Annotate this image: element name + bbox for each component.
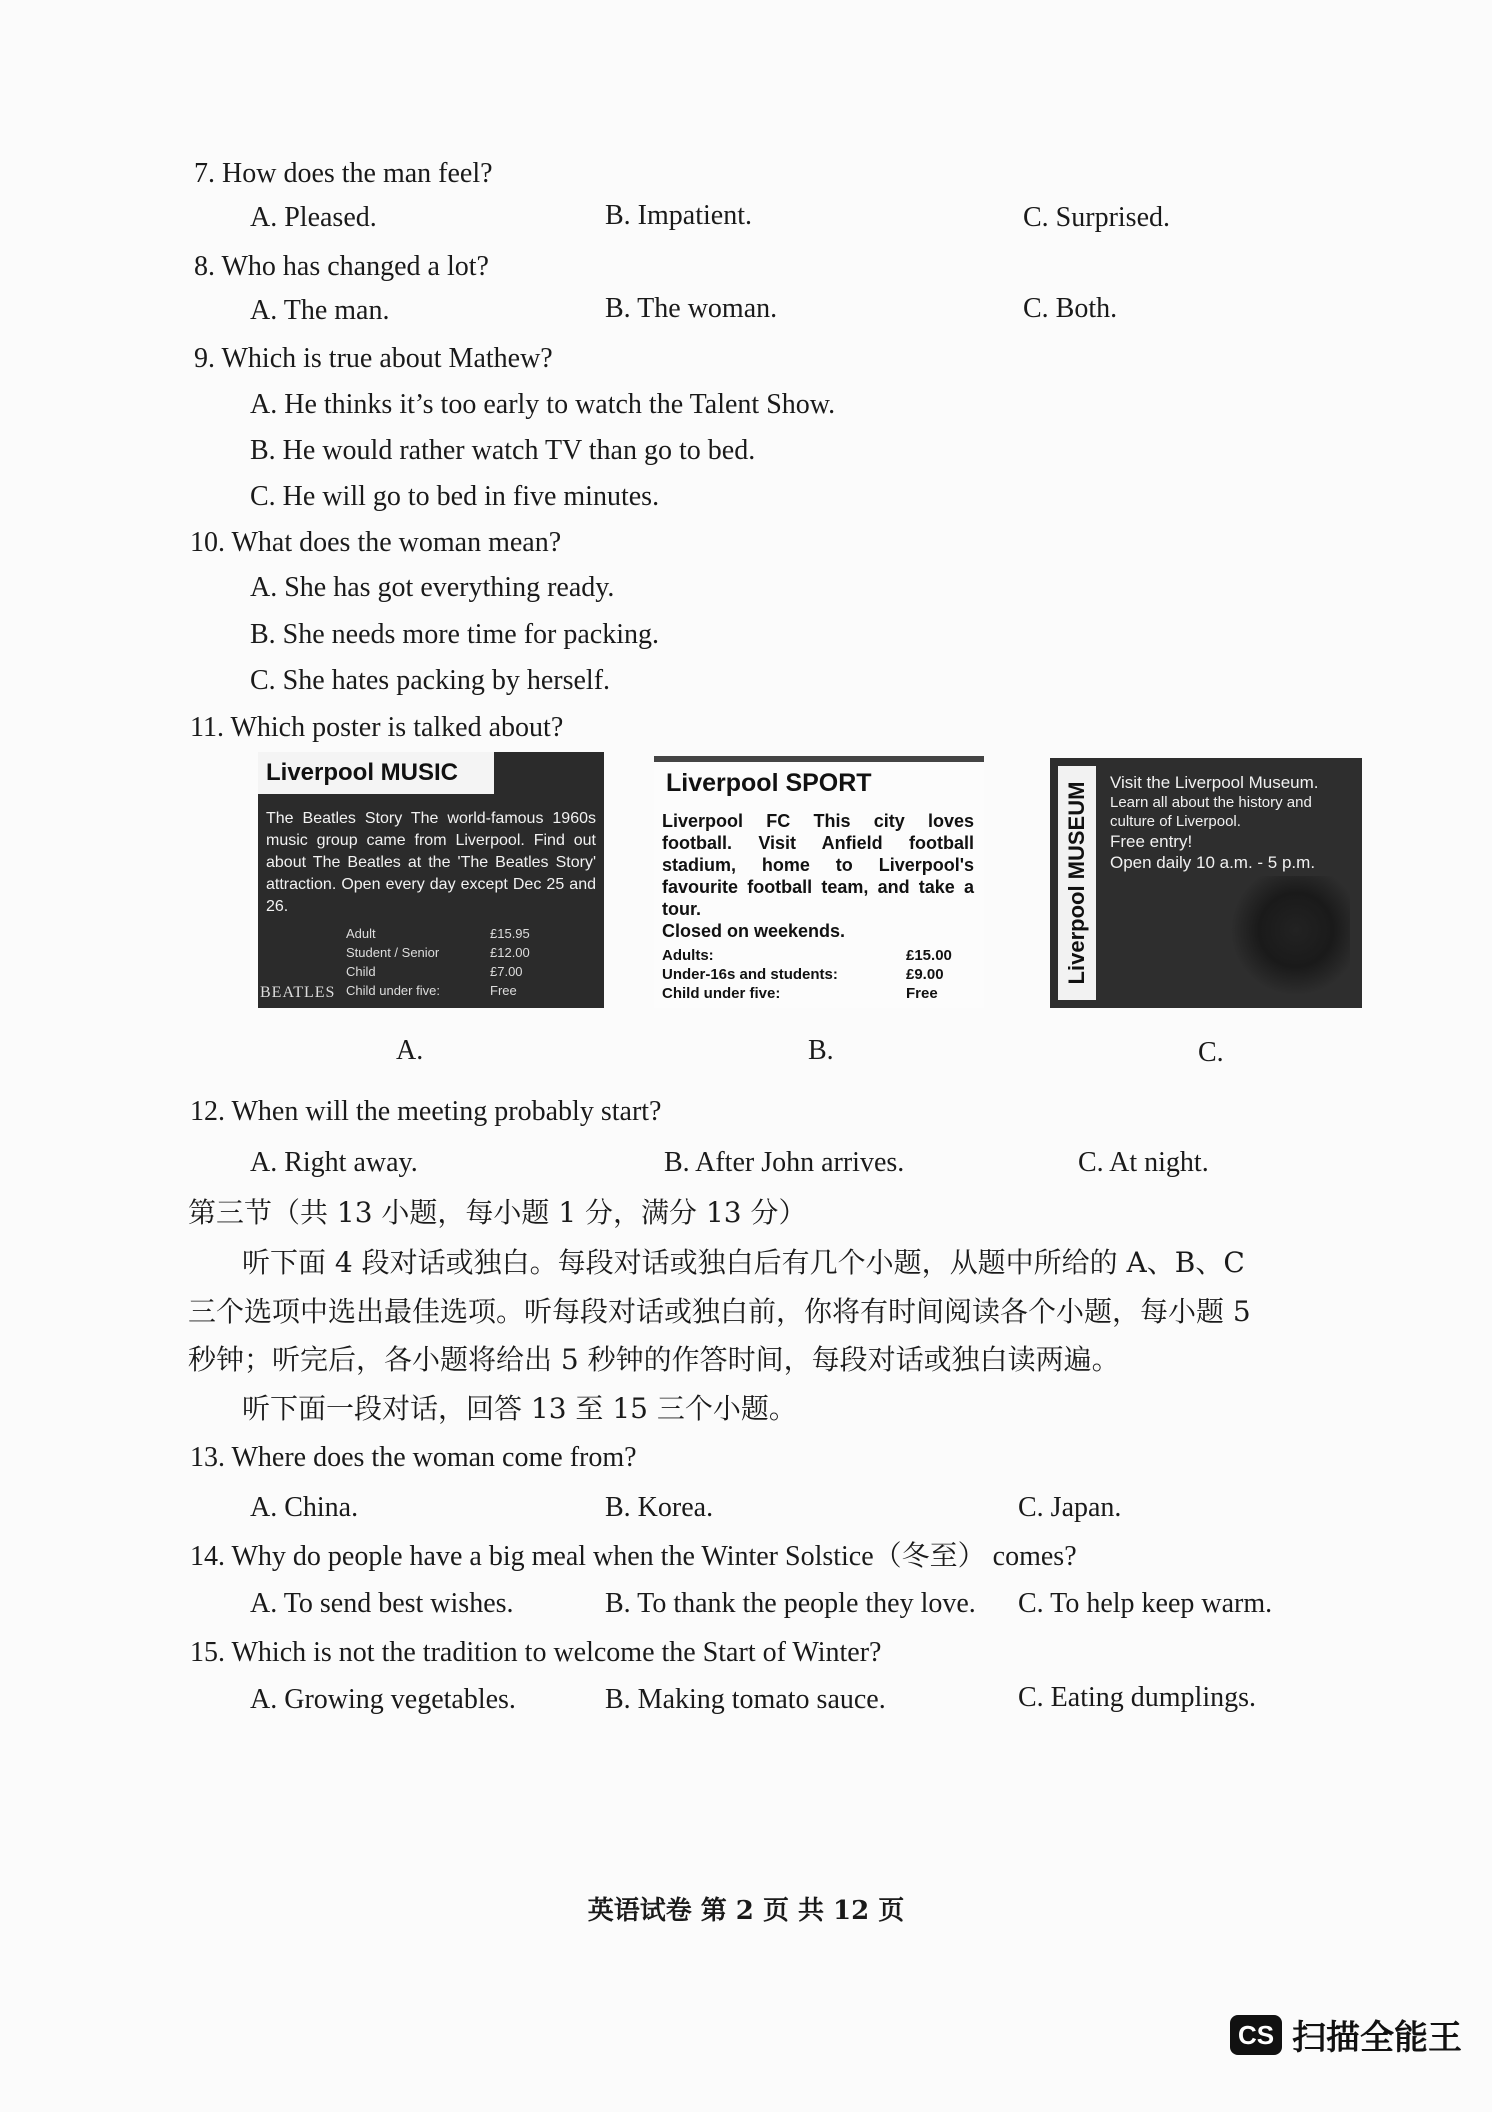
- poster-b-price-label: Child under five:: [662, 985, 781, 1002]
- q12-option-a: A. Right away.: [250, 1147, 418, 1178]
- q12-option-b: B. After John arrives.: [664, 1147, 905, 1178]
- scanner-watermark: [1230, 2010, 1462, 2059]
- page-footer: 英语试卷 第 2 页 共 12 页: [587, 1896, 905, 1926]
- q13-option-b: B. Korea.: [605, 1492, 714, 1523]
- poster-a: [258, 752, 604, 1008]
- question-13: 13. Where does the woman come from?: [190, 1442, 637, 1473]
- q8-option-b: B. The woman.: [605, 293, 778, 324]
- poster-label-b: B.: [808, 1035, 834, 1066]
- poster-b-price-value: Free: [906, 985, 938, 1002]
- poster-a-price-label: Child under five:: [346, 983, 440, 998]
- q15-option-c: C. Eating dumplings.: [1018, 1682, 1256, 1713]
- q7-option-b: B. Impatient.: [605, 200, 752, 231]
- q15-option-a: A. Growing vegetables.: [250, 1684, 516, 1715]
- poster-a-price-value: £12.00: [490, 945, 530, 960]
- poster-b-text: Liverpool FC This city loves football. Visit Anfield football stadium, home to Liverpool's favourite football team, and take a tour.: [662, 811, 974, 919]
- q9-option-b: B. He would rather watch TV than go to bed.: [250, 435, 756, 466]
- poster-b-top-rule: [654, 756, 984, 762]
- q8-option-a: A. The man.: [250, 295, 390, 326]
- question-7: 7. How does the man feel?: [194, 158, 493, 189]
- poster-c: [1050, 758, 1362, 1008]
- question-14: 14. Why do people have a big meal when the Winter Solstice（冬至） comes?: [190, 1541, 1077, 1572]
- poster-c-body: [1110, 772, 1356, 873]
- poster-b-closed: Closed on weekends.: [662, 921, 846, 941]
- poster-b-price-value: £9.00: [906, 966, 944, 983]
- beatles-logo: BEATLES: [260, 984, 336, 1001]
- q9-option-c: C. He will go to bed in five minutes.: [250, 481, 660, 512]
- section-3-instructions: 三个选项中选出最佳选项。听每段对话或独白前，你将有时间阅读各个小题，每小题 5: [188, 1295, 1251, 1328]
- q14-option-b: B. To thank the people they love.: [605, 1588, 976, 1619]
- q7-option-c: C. Surprised.: [1023, 202, 1170, 233]
- q10-option-a: A. She has got everything ready.: [250, 572, 615, 603]
- poster-a-price-value: Free: [490, 983, 517, 998]
- poster-a-body: The Beatles Story The world-famous 1960s music group came from Liverpool. Find out about The Beatles at the 'The Beatles Story' attraction. Open every day except Dec 25 and 26.: [266, 810, 596, 915]
- poster-a-price-value: £15.95: [490, 926, 530, 941]
- poster-c-line: Learn all about the history and culture of Liverpool.: [1110, 794, 1312, 830]
- poster-b-body: [662, 810, 974, 942]
- q8-option-c: C. Both.: [1023, 293, 1118, 324]
- section-3-sub-instruction: 听下面一段对话，回答 13 至 15 三个小题。: [242, 1392, 797, 1425]
- poster-b-price-label: Adults:: [662, 947, 714, 964]
- poster-a-price-label: Student / Senior: [346, 945, 440, 960]
- statue-image: [1230, 876, 1350, 996]
- poster-label-c: C.: [1198, 1037, 1224, 1068]
- poster-c-side-title: Liverpool MUSEUM: [1064, 781, 1089, 985]
- q13-option-a: A. China.: [250, 1492, 359, 1523]
- poster-a-price-label: Child: [346, 964, 376, 979]
- poster-label-a: A.: [396, 1035, 424, 1066]
- poster-a-price-value: £7.00: [490, 964, 523, 979]
- q10-option-c: C. She hates packing by herself.: [250, 665, 611, 696]
- poster-a-price-label: Adult: [346, 926, 376, 941]
- poster-c-line: Open daily 10 a.m. - 5 p.m.: [1110, 853, 1316, 872]
- poster-c-line: Free entry!: [1110, 832, 1193, 851]
- q12-option-c: C. At night.: [1078, 1147, 1209, 1178]
- poster-a-title: Liverpool MUSIC: [258, 752, 494, 794]
- question-10: 10. What does the woman mean?: [190, 527, 562, 558]
- question-15: 15. Which is not the tradition to welcome the Start of Winter?: [190, 1637, 882, 1668]
- q7-option-a: A. Pleased.: [250, 202, 377, 233]
- section-3-instructions: 秒钟；听完后，各小题将给出 5 秒钟的作答时间，每段对话或独白读两遍。: [188, 1343, 1120, 1376]
- question-9: 9. Which is true about Mathew?: [194, 343, 553, 374]
- q13-option-c: C. Japan.: [1018, 1492, 1122, 1523]
- q14-option-c: C. To help keep warm.: [1018, 1588, 1273, 1619]
- q10-option-b: B. She needs more time for packing.: [250, 619, 660, 650]
- poster-b: [654, 752, 984, 1008]
- poster-b-price-value: £15.00: [906, 947, 952, 964]
- camscanner-text: 扫描全能王: [1292, 2018, 1462, 2058]
- question-8: 8. Who has changed a lot?: [194, 251, 489, 282]
- question-12: 12. When will the meeting probably start?: [190, 1096, 662, 1127]
- q14-option-a: A. To send best wishes.: [250, 1588, 514, 1619]
- poster-c-line: Visit the Liverpool Museum.: [1110, 773, 1319, 792]
- q9-option-a: A. He thinks it’s too early to watch the Talent Show.: [250, 389, 836, 420]
- camscanner-logo-icon: CS: [1230, 2015, 1282, 2055]
- q15-option-b: B. Making tomato sauce.: [605, 1684, 886, 1715]
- question-11: 11. Which poster is talked about?: [190, 712, 564, 743]
- poster-b-title: Liverpool SPORT: [666, 769, 872, 797]
- section-3-heading: 第三节（共 13 小题，每小题 1 分，满分 13 分）: [188, 1196, 807, 1229]
- section-3-instructions: 听下面 4 段对话或独白。每段对话或独白后有几个小题，从题中所给的 A、B、C: [242, 1246, 1245, 1279]
- poster-b-price-label: Under-16s and students:: [662, 966, 838, 983]
